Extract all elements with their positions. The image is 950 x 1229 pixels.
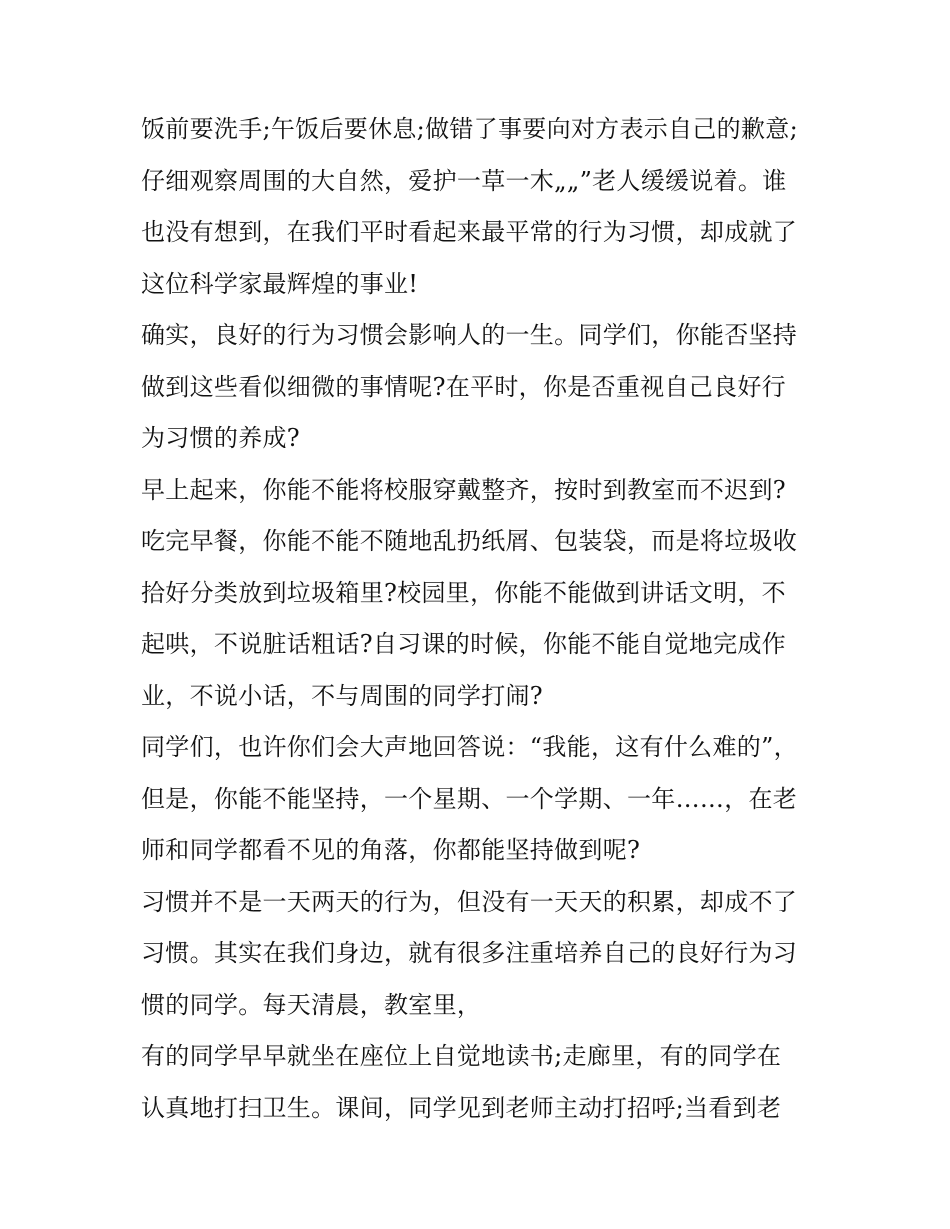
text-line: 业，不说小话，不与周围的同学打闹? xyxy=(141,681,543,710)
text-line: 同学们，也许你们会大声地回答说：“我能，这有什么难的”， xyxy=(141,733,798,761)
text-line: 确实，良好的行为习惯会影响人的一生。同学们，你能否坚持 xyxy=(141,321,798,349)
text-line: 也没有想到，在我们平时看起来最平常的行为习惯，却成就了 xyxy=(141,218,798,246)
text-line: 惯的同学。每天清晨，教室里， xyxy=(141,990,482,1019)
text-line: 有的同学早早就坐在座位上自觉地读书;走廊里，有的同学在 xyxy=(141,1042,782,1070)
text-line: 但是，你能不能坚持，一个星期、一个学期、一年……，在老 xyxy=(141,784,798,813)
text-line: 拾好分类放到垃圾箱里?校园里，你能不能做到讲话文明，不 xyxy=(141,578,786,607)
text-line: 认真地打扫卫生。课间，同学见到老师主动打招呼;当看到老 xyxy=(141,1093,782,1122)
text-line: 饭前要洗手;午饭后要休息;做错了事要向对方表示自己的歉意; xyxy=(141,115,798,143)
text-line: 习惯。其实在我们身边，就有很多注重培养自己的良好行为习 xyxy=(141,939,798,967)
document-body xyxy=(141,104,841,1134)
text-line: 这位科学家最辉煌的事业! xyxy=(141,269,419,298)
text-line: 做到这些看似细微的事情呢?在平时，你是否重视自己良好行 xyxy=(141,372,786,401)
text-line: 仔细观察周围的大自然，爱护一草一木„„”老人缓缓说着。谁 xyxy=(141,166,787,195)
text-line: 吃完早餐，你能不能不随地乱扔纸屑、包装袋，而是将垃圾收 xyxy=(141,527,798,555)
text-line: 习惯并不是一天两天的行为，但没有一天天的积累，却成不了 xyxy=(141,887,798,916)
text-line: 起哄，不说脏话粗话?自习课的时候，你能不能自觉地完成作 xyxy=(141,630,786,658)
text-line: 师和同学都看不见的角落，你都能坚持做到呢? xyxy=(141,836,641,864)
text-line: 为习惯的养成? xyxy=(141,424,300,452)
text-line: 早上起来，你能不能将校服穿戴整齐，按时到教室而不迟到? xyxy=(141,475,786,504)
